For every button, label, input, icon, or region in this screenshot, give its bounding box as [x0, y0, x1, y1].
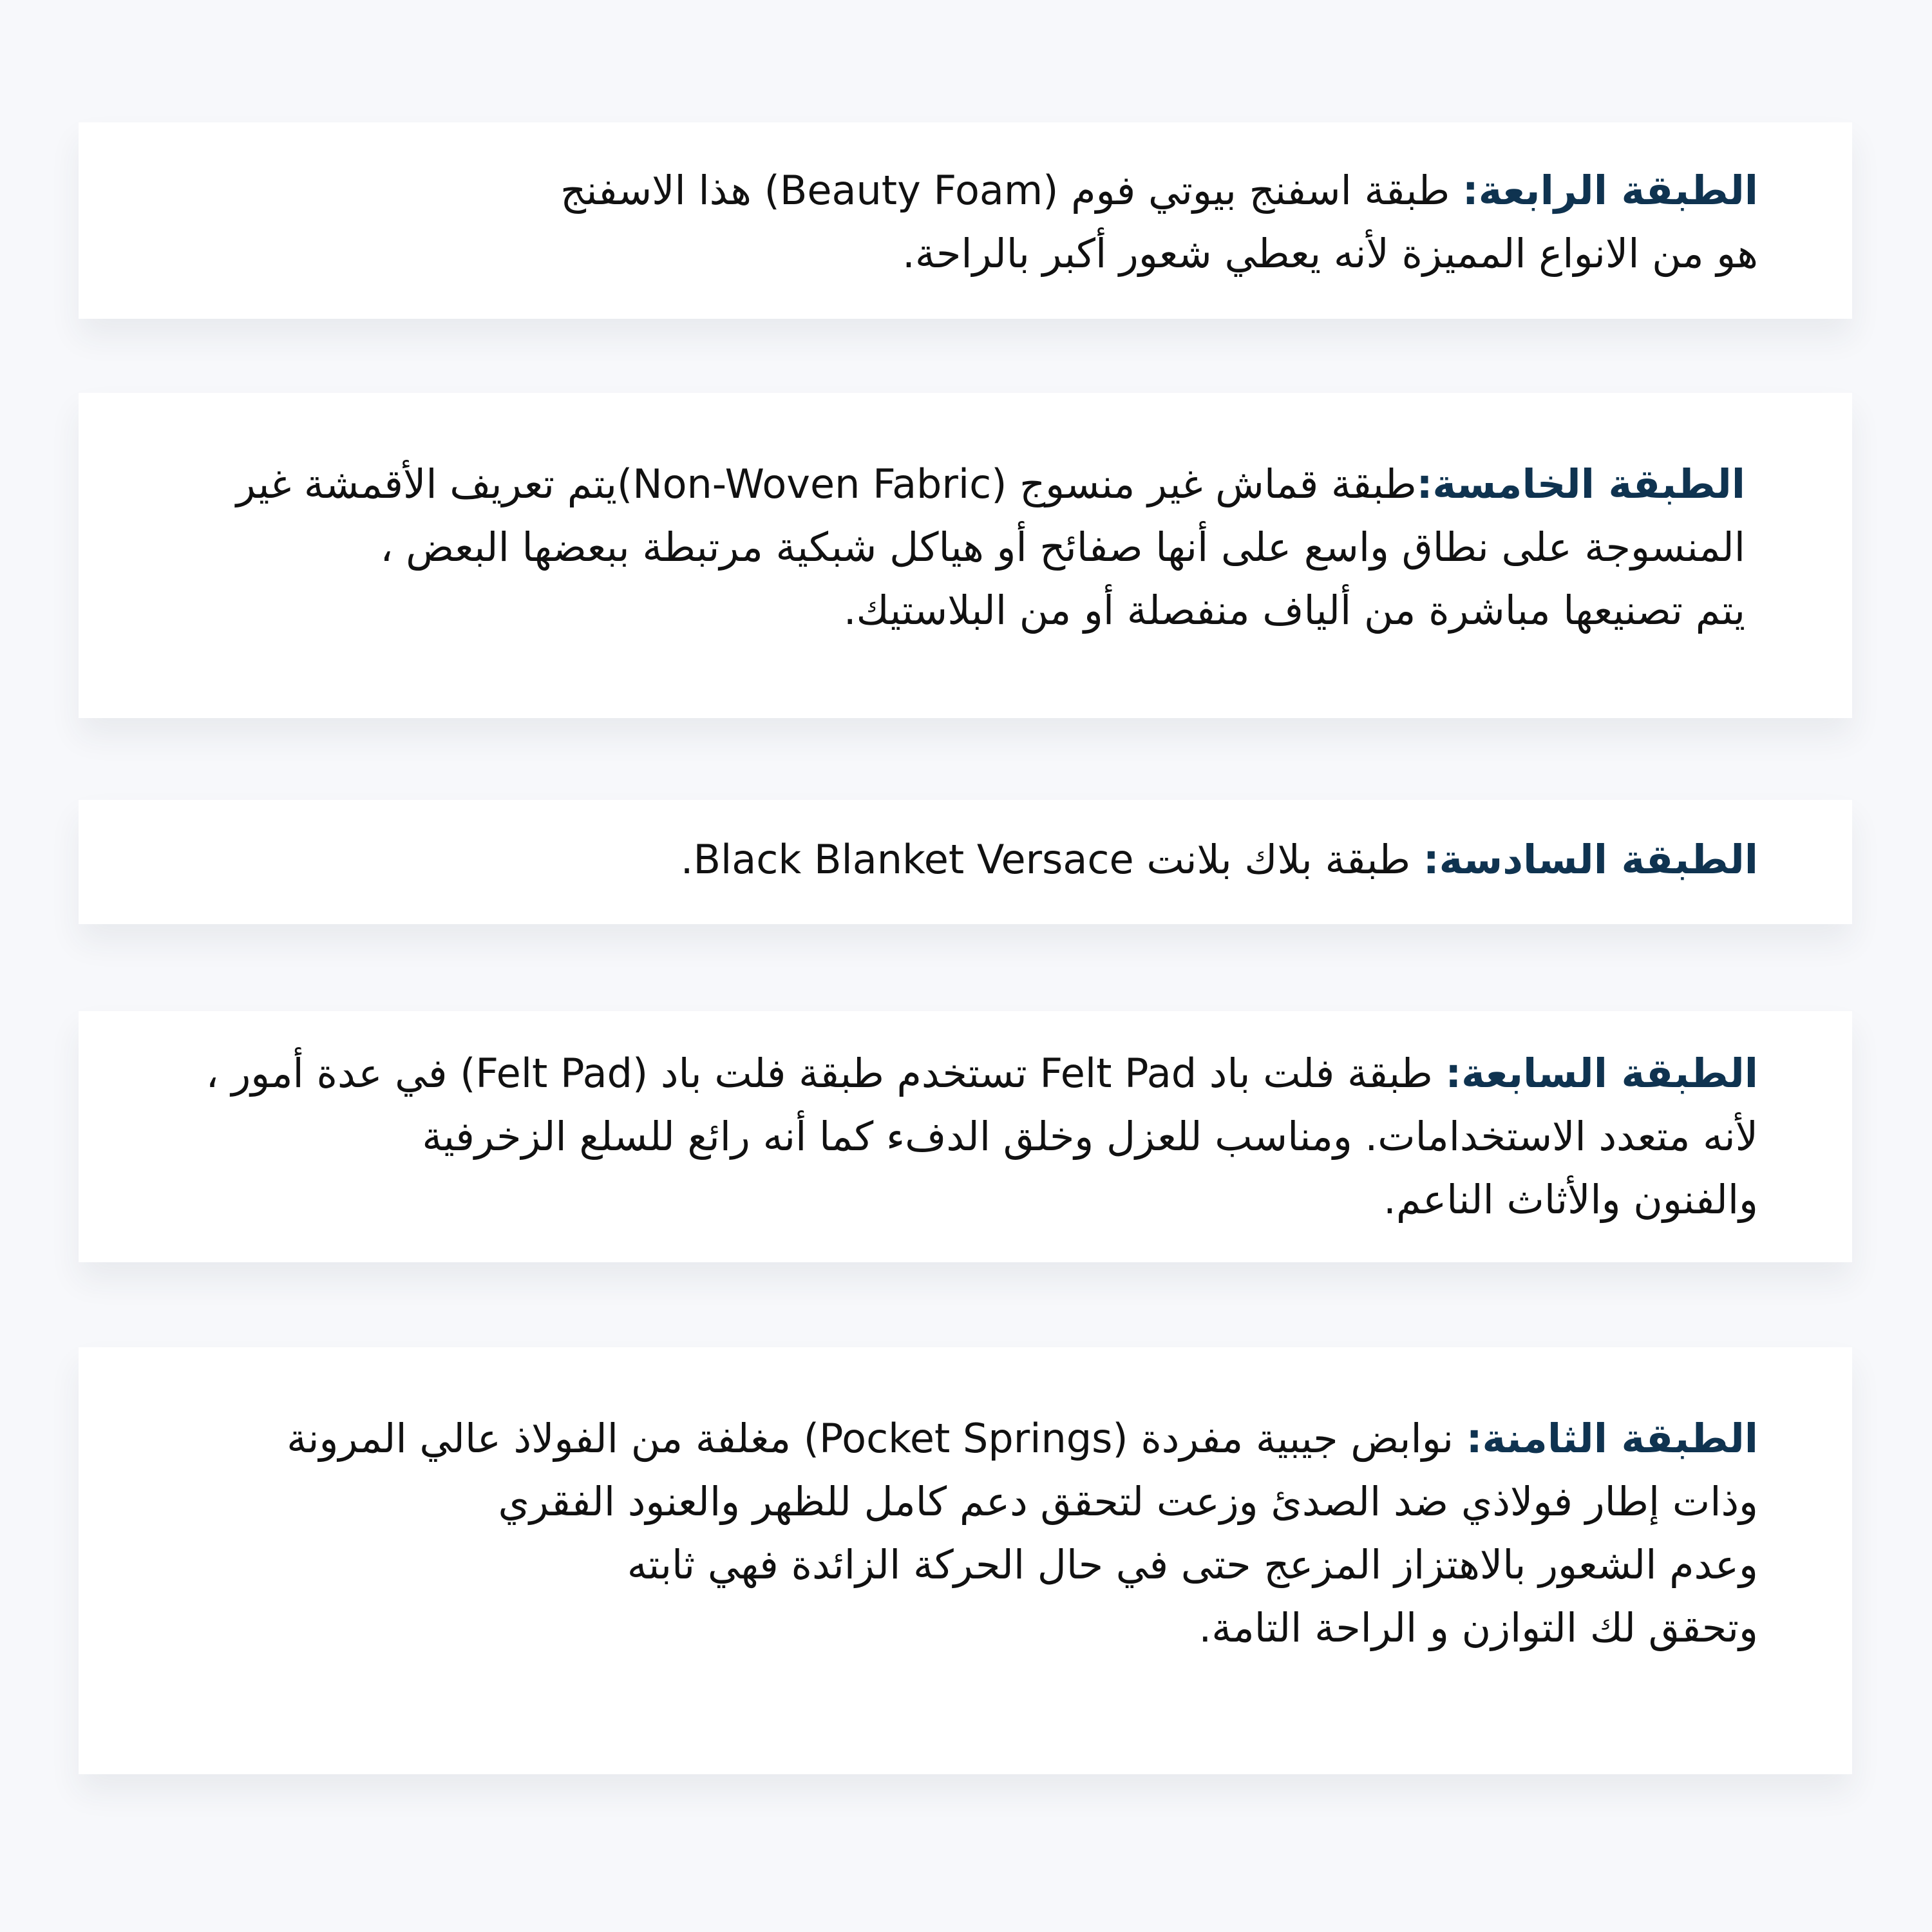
layer-card-seventh [79, 1011, 1852, 1262]
layer-line: وعدم الشعور بالاهتزاز المزعج حتى في حال الحركة الزائدة فهي ثابته [627, 1541, 1758, 1588]
layer-line: المنسوجة على نطاق واسع على أنها صفائح أو هياكل شبكية مرتبطة ببعضها البعض ، [380, 524, 1745, 571]
layer-description [104, 453, 1745, 642]
layer-description [104, 159, 1758, 285]
layer-title: الطبقة السابعة: [1445, 1050, 1758, 1097]
layer-text: طبقة قماش غير منسوج (Non-Woven Fabric)يتم تعريف الأقمشة غير [236, 460, 1417, 507]
layer-description [104, 828, 1758, 891]
layer-line: يتم تصنيعها مباشرة من ألياف منفصلة أو من البلاستيك. [843, 587, 1745, 634]
layer-line [104, 828, 1758, 891]
layer-description [104, 1407, 1758, 1660]
layer-line: هو من الانواع المميزة لأنه يعطي شعور أكبر بالراحة. [902, 230, 1758, 277]
layer-line [104, 1407, 1758, 1470]
layer-line: والفنون والأثاث الناعم. [1383, 1176, 1758, 1223]
layer-line: وذات إطار فولاذي ضد الصدئ وزعت لتحقق دعم كامل للظهر والعنود الفقري [498, 1478, 1758, 1525]
layer-text: طبقة بلاك بلانت Black Blanket Versace. [680, 836, 1423, 883]
layer-line: وتحقق لك التوازن و الراحة التامة. [1198, 1604, 1758, 1651]
layer-line [104, 453, 1745, 516]
layer-line [104, 159, 1758, 222]
layer-text: طبقة فلت باد Felt Pad تستخدم طبقة فلت باد (Felt Pad) في عدة أمور ، [205, 1050, 1446, 1097]
layer-line [104, 1042, 1758, 1105]
layer-card-fifth [79, 393, 1852, 718]
layer-line: لأنه متعدد الاستخدامات. ومناسب للعزل وخلق الدفء كما أنه رائع للسلع الزخرفية [422, 1113, 1758, 1160]
layer-card-sixth [79, 800, 1852, 924]
layer-card-fourth [79, 122, 1852, 319]
layer-description [104, 1042, 1758, 1231]
layer-title: الطبقة الثامنة: [1466, 1415, 1758, 1462]
layer-text: طبقة اسفنج بيوتي فوم (Beauty Foam) هذا الاسفنج [560, 167, 1463, 214]
layer-text: نوابض جيبية مفردة (Pocket Springs) مغلفة من الفولاذ عالي المرونة [287, 1415, 1466, 1462]
layer-title: الطبقة السادسة: [1423, 836, 1758, 883]
layer-title: الطبقة الخامسة: [1416, 460, 1745, 507]
layer-title: الطبقة الرابعة: [1462, 167, 1758, 214]
layer-card-eighth [79, 1347, 1852, 1774]
